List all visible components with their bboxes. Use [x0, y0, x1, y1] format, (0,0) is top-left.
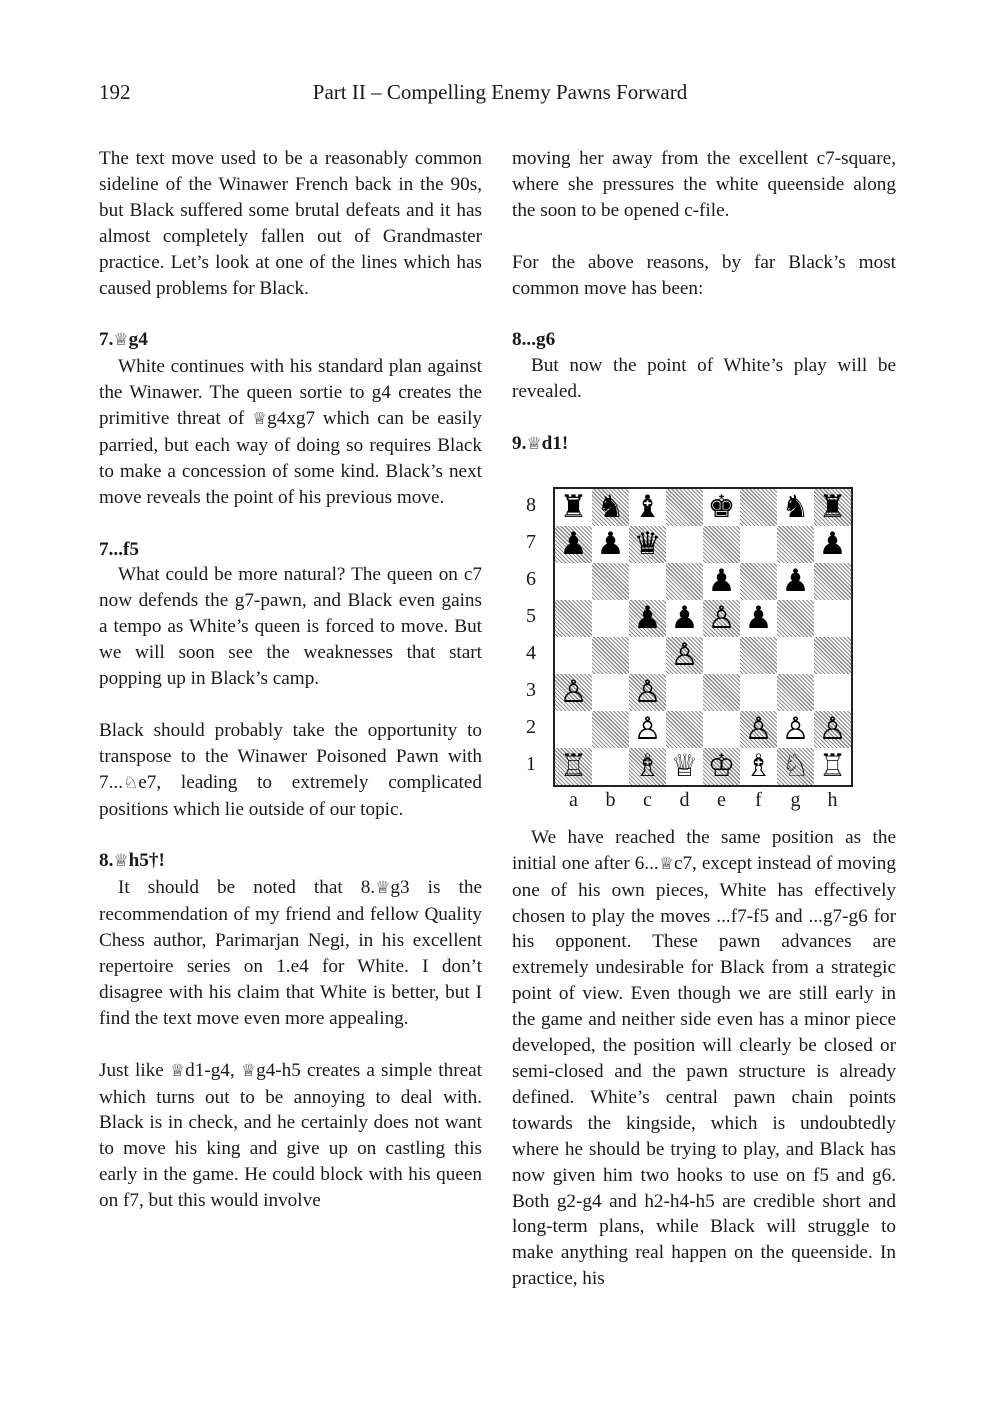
chess-piece-icon: ♟	[559, 525, 588, 562]
paragraph: We have reached the same position as the initial one after 6...♕c7, except instead of moving one of his own pieces, White has effectively chosen to play the moves ...f7-f5 and ...g7-g6 for his opponent. These pawn advances are extremely undesirable for Black from a strategic point of view. Even though we are still early in the game and neither side even has a minor piece developed, the position will clearly be closed or semi-closed and the pawn structure is already defined. White’s central pawn chain points towards the kingside, which is undoubtedly where he should be trying to play, and Black has now given him two hooks to use on f5 and g6. Both g2-g4 and h2-h4-h5 are credible short and long-term plans, while Black will struggle to make anything real happen on the queenside. In practice, his	[512, 826, 896, 1290]
move-heading-9-qd1: 9.♕d1!	[512, 432, 569, 454]
rank-label: 1	[526, 752, 536, 775]
square-d7	[666, 526, 703, 563]
rank-label: 6	[526, 567, 536, 590]
square-a4	[555, 637, 592, 674]
square-c4	[629, 637, 666, 674]
square-b6	[592, 563, 629, 600]
square-c8	[629, 489, 666, 526]
square-d1	[666, 748, 703, 785]
square-a2	[555, 711, 592, 748]
paragraph: White continues with his standard plan against the Winawer. The queen sortie to g4 creates the primitive threat of ♕g4xg7 which can be easily parried, but each way of doing so requires Black to make a concession of some kind. Black’s next move reveals the point of his previous move.	[99, 356, 482, 508]
chess-piece-icon: ♙	[633, 710, 662, 747]
square-c2	[629, 711, 666, 748]
chess-piece-icon: ♖	[559, 747, 588, 784]
chess-piece-icon: ♟	[633, 599, 662, 636]
square-h7	[814, 526, 851, 563]
square-f3	[740, 674, 777, 711]
square-g8	[777, 489, 814, 526]
square-e8	[703, 489, 740, 526]
chess-piece-icon: ♙	[818, 710, 847, 747]
chess-piece-icon: ♟	[596, 525, 625, 562]
chess-piece-icon: ♙	[633, 673, 662, 710]
square-h2	[814, 711, 851, 748]
chess-piece-icon: ♜	[818, 488, 847, 525]
queen-figurine-icon: ♕	[113, 851, 129, 872]
square-e3	[703, 674, 740, 711]
square-g5	[777, 600, 814, 637]
square-a6	[555, 563, 592, 600]
square-a5	[555, 600, 592, 637]
chess-piece-icon: ♙	[670, 636, 699, 673]
square-h8	[814, 489, 851, 526]
file-label: a	[569, 788, 578, 811]
square-b3	[592, 674, 629, 711]
square-b2	[592, 711, 629, 748]
file-label: d	[679, 788, 690, 811]
queen-figurine-icon: ♕	[375, 878, 391, 899]
square-e2	[703, 711, 740, 748]
square-d5	[666, 600, 703, 637]
square-d6	[666, 563, 703, 600]
right-column	[512, 146, 896, 1292]
square-a8	[555, 489, 592, 526]
square-f1	[740, 748, 777, 785]
square-e5	[703, 600, 740, 637]
square-h6	[814, 563, 851, 600]
square-g1	[777, 748, 814, 785]
square-g3	[777, 674, 814, 711]
chess-piece-icon: ♚	[707, 488, 736, 525]
file-label: e	[717, 788, 726, 811]
square-d2	[666, 711, 703, 748]
paragraph: But now the point of White’s play will be revealed.	[512, 355, 896, 403]
square-c6	[629, 563, 666, 600]
paragraph: What could be more natural? The queen on c7 now defends the g7-pawn, and Black even gains a tempo as White’s queen is forced to move. But we will soon see the weaknesses that start popping up in Black’s camp.	[99, 564, 482, 690]
chess-piece-icon: ♙	[559, 673, 588, 710]
square-f5	[740, 600, 777, 637]
square-c7	[629, 526, 666, 563]
chess-piece-icon: ♞	[596, 488, 625, 525]
square-a3	[555, 674, 592, 711]
paragraph: The text move used to be a reasonably common sideline of the Winawer French back in the 90s, but Black suffered some brutal defeats and it has almost completely fallen out of Grandmaster practice. Let’s look at one of the lines which has caused problems for Black.	[99, 148, 482, 299]
chess-piece-icon: ♙	[781, 710, 810, 747]
running-head: Part II – Compelling Enemy Pawns Forward	[312, 80, 688, 104]
file-label: c	[643, 788, 652, 811]
rank-label: 4	[526, 641, 536, 664]
square-a7	[555, 526, 592, 563]
move-heading-8-qh5: 8.♕h5†!	[99, 850, 165, 872]
chess-piece-icon: ♛	[633, 525, 662, 562]
square-f2	[740, 711, 777, 748]
chess-piece-icon: ♜	[559, 488, 588, 525]
queen-figurine-icon: ♕	[169, 1060, 186, 1081]
square-h4	[814, 637, 851, 674]
square-b1	[592, 748, 629, 785]
square-b4	[592, 637, 629, 674]
move-heading-7-qg4: 7.♕g4	[99, 329, 148, 351]
square-f8	[740, 489, 777, 526]
chess-piece-icon: ♕	[670, 747, 699, 784]
knight-figurine-icon: ♘	[122, 772, 139, 793]
chess-piece-icon: ♙	[744, 710, 773, 747]
square-g7	[777, 526, 814, 563]
square-d3	[666, 674, 703, 711]
square-f7	[740, 526, 777, 563]
chess-piece-icon: ♘	[781, 747, 810, 784]
square-f6	[740, 563, 777, 600]
chess-diagram	[512, 483, 896, 823]
rank-label: 2	[526, 715, 536, 738]
square-g2	[777, 711, 814, 748]
queen-figurine-icon: ♕	[251, 409, 268, 430]
page-header	[0, 80, 1000, 114]
chess-piece-icon: ♗	[744, 747, 773, 784]
square-h5	[814, 600, 851, 637]
chess-piece-icon: ♟	[744, 599, 773, 636]
square-d8	[666, 489, 703, 526]
square-e6	[703, 563, 740, 600]
square-b8	[592, 489, 629, 526]
square-e1	[703, 748, 740, 785]
move-heading-8-g6: 8...g6	[512, 329, 556, 351]
left-column	[99, 146, 482, 1214]
square-c1	[629, 748, 666, 785]
file-label: g	[790, 788, 801, 811]
rank-label: 3	[526, 678, 536, 701]
square-a1	[555, 748, 592, 785]
paragraph: moving her away from the excellent c7-square, where she pressures the white queenside along the soon to be opened c-file.	[512, 148, 896, 221]
chess-piece-icon: ♝	[633, 488, 662, 525]
paragraph: It should be noted that 8.♕g3 is the recommendation of my friend and fellow Quality Chess author, Parimarjan Negi, in his excellent repertoire series on 1.e4 for White. I don’t disagree with his claim that White is better, but I find the text move even more appealing.	[99, 877, 482, 1029]
chess-board	[553, 487, 853, 787]
square-e7	[703, 526, 740, 563]
queen-figurine-icon: ♕	[240, 1060, 257, 1081]
file-label: h	[827, 788, 838, 811]
rank-label: 7	[526, 530, 536, 553]
rank-label: 8	[526, 493, 536, 516]
chess-piece-icon: ♟	[781, 562, 810, 599]
chess-piece-icon: ♙	[707, 599, 736, 636]
chess-piece-icon: ♖	[818, 747, 847, 784]
page-number: 192	[99, 80, 131, 104]
rank-label: 5	[526, 604, 536, 627]
square-d4	[666, 637, 703, 674]
chess-piece-icon: ♟	[707, 562, 736, 599]
chess-piece-icon: ♟	[818, 525, 847, 562]
square-g6	[777, 563, 814, 600]
chess-piece-icon: ♞	[781, 488, 810, 525]
move-heading-7-f5: 7...f5	[99, 538, 139, 560]
paragraph: For the above reasons, by far Black’s most common move has been:	[512, 251, 896, 299]
square-b7	[592, 526, 629, 563]
chess-piece-icon: ♗	[633, 747, 662, 784]
queen-figurine-icon: ♕	[526, 433, 542, 454]
square-c3	[629, 674, 666, 711]
queen-figurine-icon: ♕	[113, 330, 129, 351]
file-labels	[553, 789, 853, 815]
square-h3	[814, 674, 851, 711]
file-label: b	[605, 788, 616, 811]
paragraph: Just like ♕d1-g4, ♕g4-h5 creates a simple threat which turns out to be annoying to deal with. Black is in check, and he certainly does not want to move his king and give up on castling this early in the game. He could block with his queen on f7, but this would involve	[99, 1059, 482, 1212]
square-e4	[703, 637, 740, 674]
file-label: f	[755, 788, 762, 811]
square-h1	[814, 748, 851, 785]
chess-piece-icon: ♔	[707, 747, 736, 784]
square-f4	[740, 637, 777, 674]
chess-piece-icon: ♟	[670, 599, 699, 636]
square-b5	[592, 600, 629, 637]
square-c5	[629, 600, 666, 637]
paragraph: Black should probably take the opportunity to transpose to the Winawer Poisoned Pawn with 7...♘e7, leading to extremely complicated positions which lie outside of our topic.	[99, 719, 482, 820]
square-g4	[777, 637, 814, 674]
queen-figurine-icon: ♕	[658, 853, 674, 874]
